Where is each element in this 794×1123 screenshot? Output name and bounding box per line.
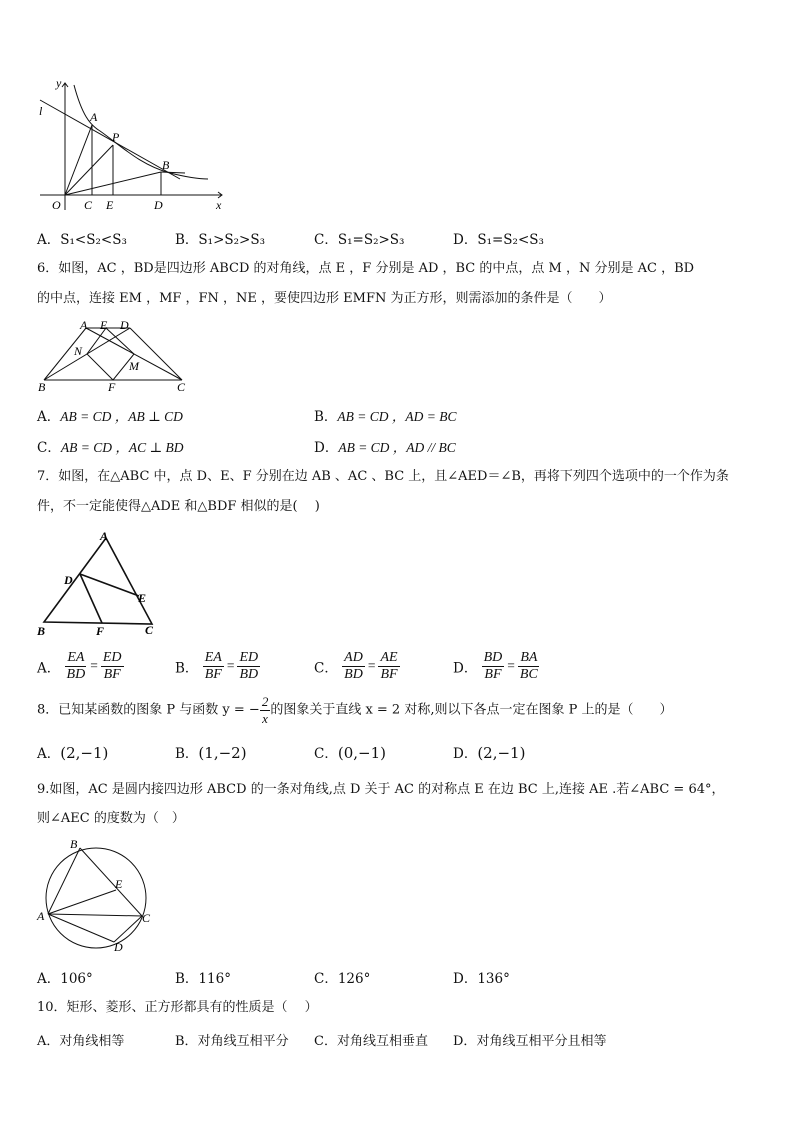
q5-label-D: D [154, 198, 163, 212]
q9-label-D: D [114, 940, 123, 954]
q6-label-E: E [100, 318, 108, 332]
q7-label-F: F [96, 624, 105, 638]
q5-label-C: C [84, 198, 93, 212]
q9-option-b: B．116° [175, 971, 231, 987]
q7-label-C: C [145, 623, 154, 637]
q7-stem-line2: 件，不一定能使得△ADE 和△BDF 相似的是( ) [37, 499, 320, 514]
q6-figure [34, 318, 194, 392]
q7-option-c: C． $\frac{AD}{BD}$ = $\frac{AE}{BF}$ [314, 650, 398, 682]
q10-option-c: C．对角线互相垂直 [314, 1034, 428, 1049]
q5-label-E: E [106, 198, 114, 212]
q5-label-O: O [52, 198, 61, 212]
q6-label-C: C [177, 380, 186, 392]
q5-option-d: D．S₁=S₂<S₃ [453, 232, 544, 248]
q7-option-d: D． $\frac{BD}{BF}$ = $\frac{BA}{BC}$ [453, 650, 538, 682]
q8-stem: 8．已知某函数的图象 P 与函数 y = − $\frac{2}{x}$ 的图象关于直线 x = 2 对称,则以下各点一定在图象 P 上的是（ ） [37, 694, 673, 726]
q5-option-a: A．S₁<S₂<S₃ [37, 232, 127, 248]
q5-label-P: P [112, 130, 120, 144]
q6-stem-line1: 6．如图，AC ，BD是四边形 ABCD 的对角线，点 E ，F 分别是 AD ，BC 的中点，点 M ，N 分别是 AC ，BD [37, 261, 695, 276]
q7-label-B: B [37, 624, 46, 638]
q5-label-x: x [216, 198, 222, 212]
q9-label-E: E [115, 877, 123, 891]
q10-option-a: A．对角线相等 [37, 1034, 125, 1049]
q9-label-C: C [142, 911, 151, 925]
q9-option-d: D．136° [453, 971, 510, 987]
q6-option-c: C．AB = CD ，AC ⊥ BD [37, 440, 184, 456]
q7-label-E: E [138, 591, 147, 605]
q9-label-A: A [37, 909, 45, 923]
q5-label-y: y [56, 76, 62, 90]
q6-option-a: A．AB = CD ，AB ⊥ CD [37, 409, 183, 425]
q5-label-l: l [39, 104, 43, 118]
q5-option-b: B．S₁>S₂>S₃ [175, 232, 266, 248]
q8-option-c: C．(0,−1) [314, 744, 386, 762]
q9-figure [34, 836, 164, 958]
q8-option-a: A．(2,−1) [37, 744, 109, 762]
q5-option-c: C．S₁=S₂>S₃ [314, 232, 405, 248]
q6-label-N: N [74, 344, 83, 358]
q9-label-B: B [70, 837, 78, 851]
q5-label-B: B [162, 158, 170, 172]
q6-label-M: M [129, 359, 139, 373]
q5-graph [30, 75, 230, 215]
q6-label-B: B [38, 380, 46, 392]
q7-option-a: A． $\frac{EA}{BD}$ = $\frac{ED}{BF}$ [37, 650, 122, 682]
q7-label-D: D [64, 573, 73, 587]
q7-label-A: A [100, 529, 109, 543]
q9-option-c: C．126° [314, 971, 371, 987]
q6-option-b: B．AB = CD ，AD = BC [314, 409, 457, 425]
q9-option-a: A．106° [37, 971, 93, 987]
q9-stem-line2: 则∠AEC 的度数为（ ） [37, 811, 185, 826]
q6-option-d: D．AB = CD ，AD // BC [314, 440, 456, 456]
q7-option-b: B． $\frac{EA}{BF}$ = $\frac{ED}{BD}$ [175, 650, 259, 682]
q10-option-b: B．对角线互相平分 [175, 1034, 289, 1049]
q7-figure [34, 528, 164, 640]
q6-label-D: D [120, 318, 129, 332]
q10-stem: 10．矩形、菱形、正方形都具有的性质是（ ） [37, 1000, 318, 1015]
q5-label-A: A [90, 110, 98, 124]
q6-label-F: F [108, 380, 116, 392]
q10-option-d: D．对角线互相平分且相等 [453, 1034, 607, 1049]
q6-label-A: A [80, 318, 88, 332]
q9-stem-line1: 9.如图，AC 是圆内接四边形 ABCD 的一条对角线,点 D 关于 AC 的对称点 E 在边 BC 上,连接 AE .若∠ABC = 64°， [37, 782, 725, 797]
q8-option-d: D．(2,−1) [453, 744, 526, 762]
q6-stem-line2: 的中点，连接 EM ，MF ，FN ，NE ，要使四边形 EMFN 为正方形，则需添加的条件是（ ） [37, 291, 612, 306]
q8-option-b: B．(1,−2) [175, 744, 247, 762]
q7-stem-line1: 7．如图，在△ABC 中，点 D、E、F 分别在边 AB 、AC 、BC 上，且∠AED＝∠B，再将下列四个选项中的一个作为条 [37, 469, 729, 484]
